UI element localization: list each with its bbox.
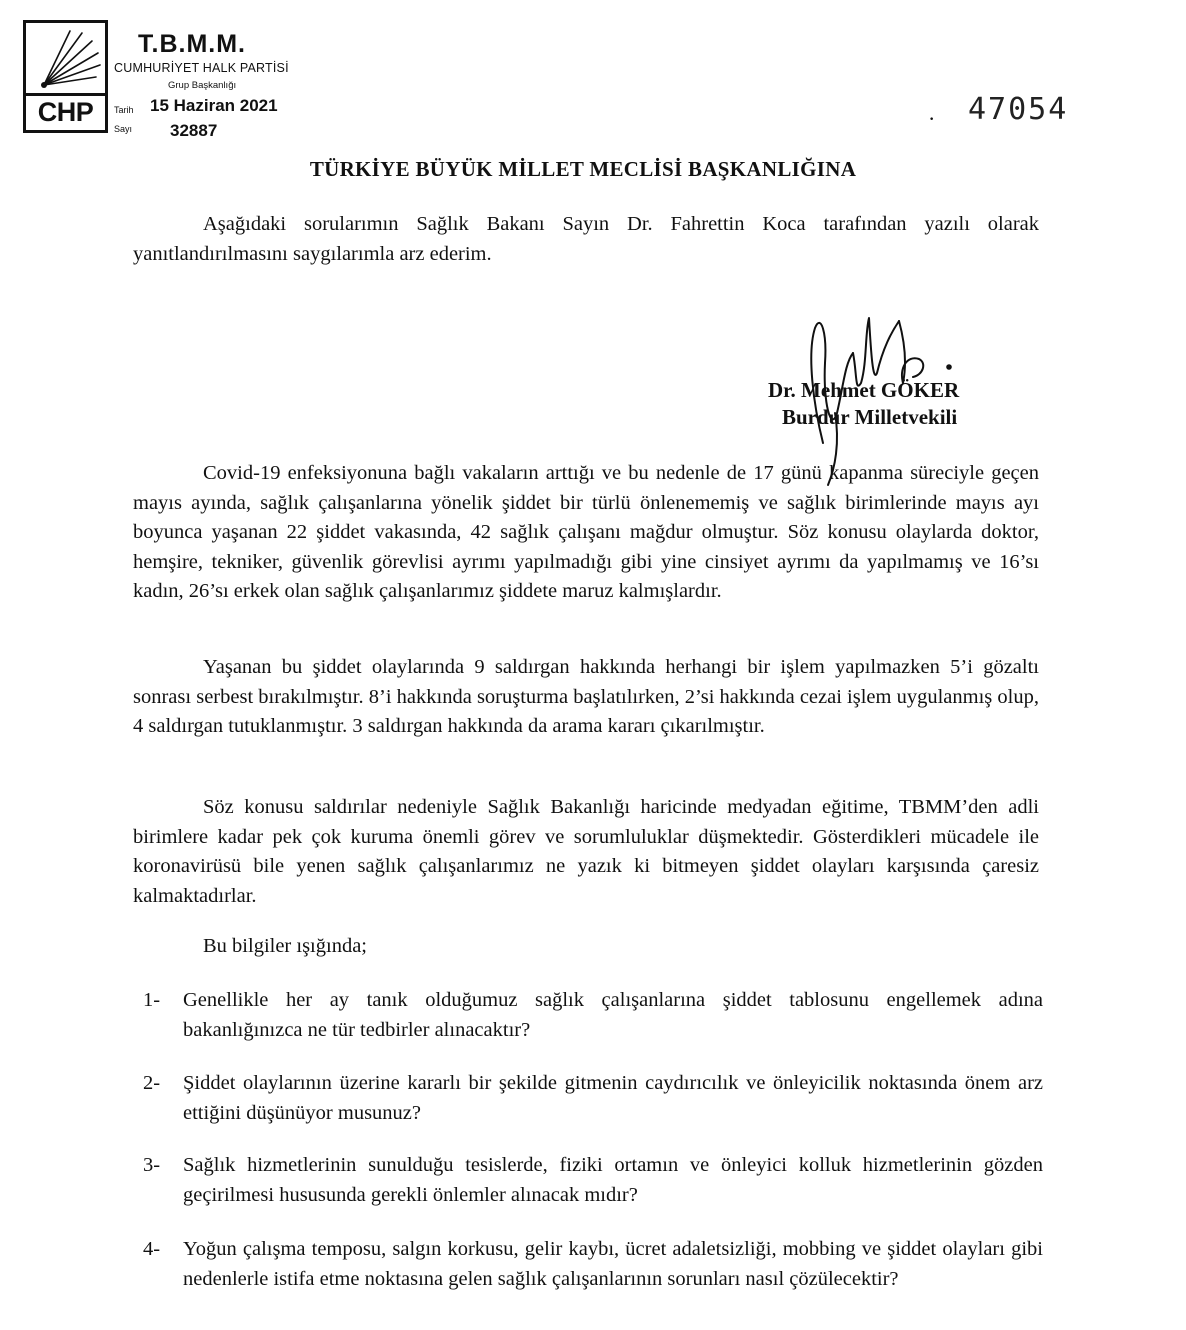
date-label: Tarih — [114, 105, 134, 115]
question-item-2 — [143, 1069, 1043, 1128]
body-paragraph-1: Covid-19 enfeksiyonuna bağlı vakaların arttığı ve bu nedenle de 17 günü kapanma süreciyle geçen mayıs ayında, sağlık çalışanlarına yönelik şiddet bir türlü önlenememiş ve sağlık birimlerinde mayıs ayı boyunca yaşanan 22 şiddet vakasında, 42 sağlık çalışanı mağdur olmuştur. Söz konusu olaylarda doktor, hemşire, tekniker, güvenlik görevlisi ayrımı yapılmadığı gibi yine cinsiyet ayrımı da yapılmamış ve 16’sı kadın, 26’sı erkek olan sağlık çalışanlarımız şiddete maruz kalmışlardır. — [133, 462, 1039, 602]
logo-text: CHP — [37, 97, 94, 127]
signatory-title: Burdur Milletvekili — [782, 405, 958, 429]
number-value: 32887 — [170, 121, 218, 140]
question-number: 2- — [143, 1072, 161, 1094]
body-paragraph-4: Bu bilgiler ışığında; — [203, 935, 367, 957]
body-paragraph-2: Yaşanan bu şiddet olaylarında 9 saldırgan hakkında herhangi bir işlem yapılmazken 5’i gözaltı sonrası serbest bırakılmıştır. 8’i hakkında soruşturma başlatılırken, 2’si hakkında cezai işlem uygulanmış olup, 4 saldırgan tutuklanmıştır. 3 saldırgan hakkında da arama kararı çıkarılmıştır. — [133, 656, 1039, 737]
sun-rays-icon — [30, 27, 104, 89]
question-item-3 — [143, 1151, 1043, 1210]
question-text: Şiddet olaylarının üzerine kararlı bir şekilde gitmenin caydırıcılık ve önleyicilik noktasında önem arz ettiğini düşünüyor musunuz? — [183, 1072, 1043, 1124]
intro-paragraph: Aşağıdaki sorularımın Sağlık Bakanı Sayın Dr. Fahrettin Koca tarafından yazılı olarak yanıtlandırılmasını saygılarımla arz ederim. — [133, 213, 1039, 265]
question-text: Yoğun çalışma temposu, salgın korkusu, gelir kaybı, ücret adaletsizliği, mobbing ve şiddet olayları gibi nedenlerle istifa etme noktasına gelen sağlık çalışanlarının sorunları nasıl çözülecektir? — [183, 1238, 1043, 1290]
question-text: Genellikle her ay tanık olduğumuz sağlık çalışanlarına şiddet tablosunu engellemek adına bakanlığınızca ne tür tedbirler alınacaktır? — [183, 989, 1043, 1041]
question-number: 4- — [143, 1238, 161, 1260]
letterhead-title: T.B.M.M. — [138, 30, 246, 58]
question-item-4 — [143, 1235, 1043, 1294]
question-number: 3- — [143, 1154, 161, 1176]
chp-logo — [23, 20, 108, 133]
date-value: 15 Haziran 2021 — [150, 96, 278, 115]
party-name: CUMHURİYET HALK PARTİSİ — [114, 61, 289, 75]
logo-divider — [26, 93, 105, 96]
question-item-1 — [143, 986, 1043, 1045]
question-text: Sağlık hizmetlerinin sunulduğu tesislerde, fiziki ortamın ve önleyici kolluk hizmetlerinin gözden geçirilmesi hususunda gerekli önlemler alınacak mıdır? — [183, 1154, 1043, 1206]
group-name: Grup Başkanlığı — [168, 80, 237, 91]
stamp-number: 47054 — [968, 92, 1069, 127]
signatory-name: Dr. Mehmet GÖKER — [768, 378, 960, 402]
body-paragraph-3: Söz konusu saldırılar nedeniyle Sağlık Bakanlığı haricinde medyadan eğitime, TBMM’den adli birimlere kadar pek çok kuruma önemli görev ve sorumluluklar düşmektedir. Gösterdikleri mücadele ile koronavirüsü bile yenen sağlık çalışanlarımız ne yazık ki bitmeyen şiddet olayları karşısında çaresiz kalmaktadırlar. — [133, 796, 1039, 907]
document-heading: TÜRKİYE BÜYÜK MİLLET MECLİSİ BAŞKANLIĞINA — [309, 157, 857, 181]
stamp-dot: · — [928, 106, 936, 131]
question-number: 1- — [143, 989, 161, 1011]
number-label: Sayı — [114, 124, 133, 134]
